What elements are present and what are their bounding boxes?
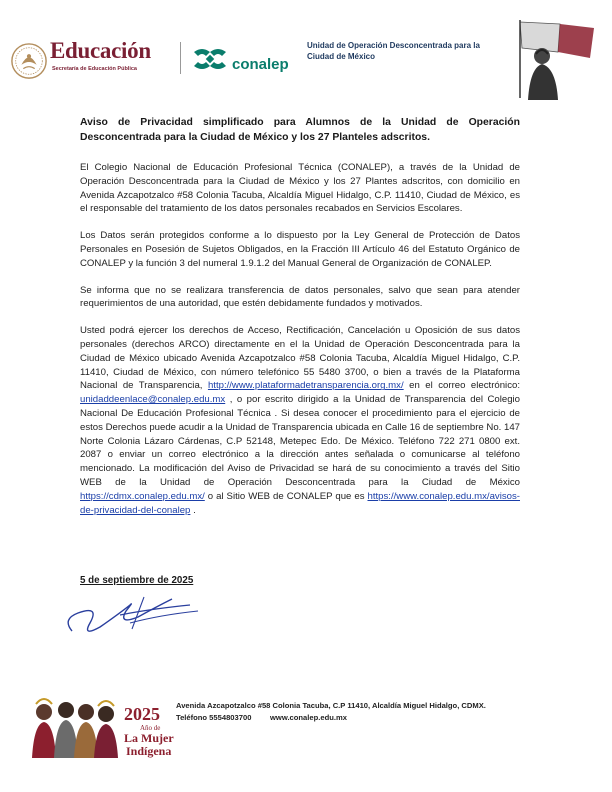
notice-date: 5 de septiembre de 2025 [80, 575, 194, 586]
paragraph-arco-rights [80, 324, 520, 517]
arco-text-3: , o por escrito dirigido a la Unidad de Transparencia del Colegio Nacional De Educación Profesional Técnica . Si desea conocer el procedimiento para el ejercicio de estos Derechos puede acudir a la Unidad de Transparencia ubicada en Calle 16 de septiembre No. 147 Norte Colonia Lázaro Cárdenas, C.P 52148, Metepec Edo. De México. Teléfono 722 271 0800 ext. 2087 o enviar un correo electrónico a la dirección antes señalada o comunicarse al teléfono mencionado. La modificación del Aviso de Privacidad se hará de su conocimiento a través del Sitio WEB de la Unidad de Operación Desconcentrada para la Ciudad de México [80, 394, 520, 488]
education-brand-subtitle: Secretaría de Educación Pública [52, 66, 137, 72]
paragraph-responsible: El Colegio Nacional de Educación Profesional Técnica (CONALEP), a través de la Unidad de Operación Desconcentrada para la Ciudad de México y los 27 Plantes adscritos, con domicilio en Avenida Azcapotzalco #58 Colonia Tacuba, Alcaldía Miguel Hidalgo, C.P. 11410, Ciudad de México, es el responsable del tratamiento de los datos personales recabados en Servicios Escolares. [80, 162, 520, 215]
indigenous-women-illustration-icon [30, 694, 120, 758]
woman-with-flag-illustration-icon [500, 18, 600, 100]
year-2025: 2025 [124, 704, 160, 724]
footer-phone: Teléfono 5554803700 [176, 713, 252, 722]
footer-address: Avenida Azcapotzalco #58 Colonia Tacuba, C.P 11410, Alcaldía Miguel Hidalgo, CDMX. [176, 701, 486, 710]
footer-website[interactable]: www.conalep.edu.mx [270, 713, 347, 722]
unit-name: Unidad de Operación Desconcentrada para la Ciudad de México [307, 41, 480, 61]
year-caption-line1: Año de [140, 724, 161, 732]
page-footer [0, 680, 612, 780]
year-caption-line2: La Mujer [124, 731, 174, 745]
education-brand-title: Educación [50, 38, 151, 63]
paragraph-transfers: Se informa que no se realizara transferencia de datos personales, salvo que sean para atender requerimientos de una autoridad, que estén debidamente fundados y motivados. [80, 284, 520, 310]
conalep-logo-icon [190, 44, 230, 74]
notice-title: Aviso de Privacidad simplificado para Alumnos de la Unidad de Operación Desconcentrada para la Ciudad de México y los 27 Planteles adscritos. [80, 117, 520, 143]
email-link[interactable]: unidaddeenlace@conalep.edu.mx [80, 394, 226, 406]
arco-text-2: en el correo electrónico: [403, 380, 520, 392]
cdmx-site-link[interactable]: https://cdmx.conalep.edu.mx/ [80, 490, 205, 502]
arco-text-4: o al Sitio WEB de CONALEP que es [204, 490, 368, 502]
conalep-wordmark: conalep [232, 56, 289, 73]
transparency-platform-link[interactable]: http://www.plataformadetransparencia.org.mx/ [207, 380, 404, 392]
letterhead [0, 0, 612, 100]
notice-body [80, 116, 520, 530]
arco-text-1: Usted podrá ejercer los derechos de Acceso, Rectificación, Cancelación u Oposición de sus datos personales (derechos ARCO) directamente en el la Unidad de Operación Desconcentrada para la Ciudad de México ubicado Avenida Azcapotzalco #58 Colonia Tacuba, Alcaldía Miguel Hidalgo, C.P. 11410, Ciudad de México, con número telefónico 55 5480 3700, o bien a través de la Plataforma Nacional de Transparencia, [80, 325, 520, 392]
logo-divider [180, 42, 181, 74]
arco-text-5: . [190, 504, 196, 516]
year-caption-line3: Indígena [126, 744, 172, 758]
mexico-eagle-emblem-icon [10, 42, 48, 80]
handwritten-signature-icon [60, 585, 210, 645]
privacy-notices-link[interactable]: https://www.conalep.edu.mx/avisos-de-privacidad-del-conalep [80, 490, 520, 516]
paragraph-legal-basis: Los Datos serán protegidos conforme a lo dispuesto por la Ley General de Protección de Datos Personales en Posesión de Sujetos Obligados, en la Fracción III Artículo 46 del Estatuto Orgánico de CONALEP y la función 3 del numeral 1.9.1.2 del Manual General de Organización de CONALEP. [80, 230, 520, 269]
